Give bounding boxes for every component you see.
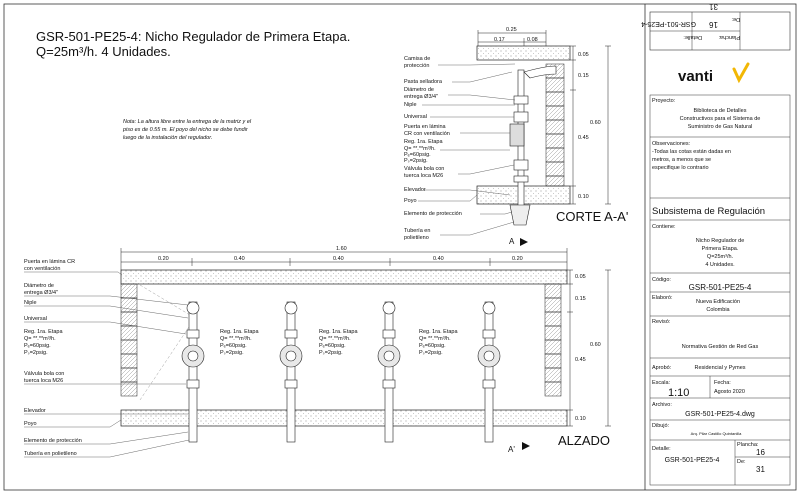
reviso-value: Normativa Gestión de Red Gas xyxy=(681,344,759,350)
dim-segment: 0.20 xyxy=(158,256,169,262)
note xyxy=(122,119,252,141)
fecha-value: Agosto 2020 xyxy=(714,389,745,395)
label-reg: Reg. 1ra. Etapa xyxy=(404,139,443,145)
elevation-wall-left xyxy=(121,284,137,396)
reg-label: Reg. 1ra. Etapa xyxy=(319,329,358,335)
archivo-label: Archivo: xyxy=(652,402,672,408)
label-elemento: Elemento de protección xyxy=(404,211,462,217)
regulator-label xyxy=(220,329,259,356)
dim-right-a: 0.05 xyxy=(578,52,589,58)
detalle-label: Detalle: xyxy=(652,446,671,452)
elevation-poyo xyxy=(121,410,567,426)
dim-segment: 0.40 xyxy=(234,256,245,262)
reg-label: Pₑ=60psig. xyxy=(220,343,247,349)
drawing-title xyxy=(36,29,350,59)
dim-right-a: 0.05 xyxy=(575,274,586,280)
label-tuberia: Tubería en polietileno xyxy=(24,451,77,457)
label-puerta: Puerta en lámina xyxy=(404,124,446,130)
observaciones-line: especifique lo contrario xyxy=(652,165,709,171)
reg-label: Pₛ=2psig. xyxy=(220,350,244,356)
section-wall xyxy=(546,64,564,186)
contiene-line: 4 Unidades. xyxy=(705,262,735,268)
label-reg: Pₛ=2psig. xyxy=(24,350,48,356)
escala-label: Escala: xyxy=(652,380,671,386)
aprobo-label: Aprobó: xyxy=(652,365,672,371)
de-label: De: xyxy=(737,459,746,465)
label-elemento: Elemento de protección xyxy=(24,438,82,444)
detalle-value: GSR-501-PE25-4 xyxy=(664,457,720,464)
label-universal: Universal xyxy=(24,316,47,322)
reg-label: Reg. 1ra. Etapa xyxy=(419,329,458,335)
label-elevador: Elevador xyxy=(24,408,46,414)
proyecto-line: Biblioteca de Detalles xyxy=(693,108,747,114)
elaboro-label: Elaboró: xyxy=(652,295,673,301)
label-reg: Pₛ=2psig. xyxy=(404,158,428,164)
section-view xyxy=(404,27,628,246)
title-line-2: Q=25m³/h. 4 Unidades. xyxy=(36,44,171,59)
reviso-label: Revisó: xyxy=(652,319,671,325)
archivo-value: GSR-501-PE25-4.dwg xyxy=(685,411,755,418)
label-valvula: tuerca loca M26 xyxy=(24,378,64,384)
label-camisa: protección xyxy=(404,63,430,69)
header-plancha-label: Plancha: xyxy=(718,34,740,40)
dim-right-b: 0.15 xyxy=(575,296,586,302)
proyecto-line: Suministro de Gas Natural xyxy=(687,124,753,130)
header-de-value: 31 xyxy=(709,2,718,11)
logo-check-icon xyxy=(734,64,748,80)
contiene-line: Nicho Regulador de xyxy=(695,238,745,244)
dim-total: 1.60 xyxy=(336,246,347,252)
contiene-line: Primera Etapa. xyxy=(701,246,739,252)
dibujo-label: Dibujó: xyxy=(652,423,670,429)
reg-label: Pₛ=2psig. xyxy=(319,350,343,356)
observaciones-line: -Todas las cotas están dadas en xyxy=(652,149,731,155)
section-title: CORTE A-A' xyxy=(556,209,629,224)
label-puerta: Puerta en lámina CR xyxy=(24,259,76,265)
label-poyo: Poyo xyxy=(24,421,37,427)
reg-label: Q= **.**m³/h. xyxy=(419,336,451,342)
plancha-label: Plancha: xyxy=(737,442,759,448)
dim-top-a: 0.17 xyxy=(494,37,505,43)
label-reg: Q= **.**m³/h. xyxy=(24,336,56,342)
label-puerta: CR con ventilación xyxy=(404,131,450,137)
label-tuberia: polietileno xyxy=(404,235,429,241)
dim-right-total: 0.60 xyxy=(590,342,601,348)
label-reg: Pₑ=60psig. xyxy=(24,343,51,349)
elevation-view xyxy=(24,246,611,457)
dim-segment: 0.40 xyxy=(333,256,344,262)
header-de-label: De: xyxy=(731,16,740,22)
dim-right-c: 0.45 xyxy=(575,357,586,363)
elevation-marker-arrow xyxy=(522,442,530,450)
subsistema-title: Subsistema de Regulación xyxy=(652,206,766,217)
elevation-labels xyxy=(24,259,82,457)
regulator-label xyxy=(419,329,458,356)
elevation-marker: A' xyxy=(508,445,515,454)
dim-right-d: 0.10 xyxy=(575,416,586,422)
header-plancha-value: 16 xyxy=(709,20,718,29)
label-universal: Universal xyxy=(404,114,427,120)
aprobo-value: Residencial y Pymes xyxy=(694,365,746,371)
label-niple: Niple xyxy=(404,102,417,108)
label-puerta: con ventilación xyxy=(24,266,61,272)
proyecto-line: Constructivos para el Sistema de xyxy=(679,116,761,122)
codigo-label: Código: xyxy=(652,277,671,283)
contiene-label: Contiene: xyxy=(652,224,676,230)
dim-right-b: 0.15 xyxy=(578,73,589,79)
contiene-line: Q=25m³/h. xyxy=(706,254,734,260)
de-value: 31 xyxy=(756,465,765,474)
label-valvula: Válvula bola con xyxy=(24,371,65,377)
label-reg: Reg. 1ra. Etapa xyxy=(24,329,63,335)
observaciones-label: Observaciones: xyxy=(652,141,691,147)
label-diametro: entrega Ø3/4" xyxy=(404,94,439,100)
dim-right-c: 0.45 xyxy=(578,135,589,141)
label-pasta: Pasta selladora xyxy=(404,79,442,85)
regulator-label xyxy=(319,329,358,356)
dibujo-value: Arq. Pilar Castillo Quintanilla xyxy=(690,431,742,436)
reg-label: Pₑ=60psig. xyxy=(419,343,446,349)
section-marker-arrow xyxy=(520,238,528,246)
label-elevador: Elevador xyxy=(404,187,426,193)
label-diametro: Diámetro de xyxy=(24,283,54,289)
label-reg: Pₑ=60psig. xyxy=(404,152,431,158)
label-tuberia: Tubería en xyxy=(404,228,431,234)
section-labels xyxy=(404,56,462,241)
title-line-1: GSR-501-PE25-4: Nicho Regulador de Primera Etapa. xyxy=(36,29,351,44)
header-detalle-label: Detalle: xyxy=(683,34,702,40)
note-line: Nota: La altura libre entre la entrega de la matriz y el xyxy=(123,119,252,125)
reg-label: Reg. 1ra. Etapa xyxy=(220,329,259,335)
reg-label: Q= **.**m³/h. xyxy=(319,336,351,342)
reg-label: Pₛ=2psig. xyxy=(419,350,443,356)
section-top-slab xyxy=(477,46,570,60)
escala-value: 1:10 xyxy=(668,387,690,399)
dim-top-total: 0.25 xyxy=(506,27,517,33)
label-camisa: Camisa de xyxy=(404,56,431,62)
vanti-logo xyxy=(678,64,748,85)
reg-label: Q= **.**m³/h. xyxy=(220,336,252,342)
label-diametro: Diámetro de xyxy=(404,87,434,93)
dim-segment: 0.20 xyxy=(512,256,523,262)
label-niple: Niple xyxy=(24,300,37,306)
reg-label: Pₑ=60psig. xyxy=(319,343,346,349)
proyecto-label: Proyecto: xyxy=(652,98,676,104)
fecha-label: Fecha: xyxy=(714,380,731,386)
elevation-top-slab xyxy=(121,270,567,284)
label-poyo: Poyo xyxy=(404,198,417,204)
label-diametro: entrega Ø3/4" xyxy=(24,290,59,296)
observaciones-line: metros, a menos que se xyxy=(652,157,712,163)
section-marker: A xyxy=(509,237,515,246)
logo-text: vanti xyxy=(678,68,714,85)
elaboro-line: Nueva Edificación xyxy=(695,299,741,305)
dim-right-total: 0.60 xyxy=(590,120,601,126)
plancha-value: 16 xyxy=(756,448,765,457)
title-block xyxy=(641,2,790,485)
label-valvula: tuerca loca M26 xyxy=(404,173,444,179)
codigo-value: GSR-501-PE25-4 xyxy=(688,283,752,292)
dim-segment: 0.40 xyxy=(433,256,444,262)
label-reg: Q= **.**m³/h. xyxy=(404,146,436,152)
dim-right-d: 0.10 xyxy=(578,194,589,200)
elaboro-line: Colombia xyxy=(706,307,730,313)
label-valvula: Válvula bola con xyxy=(404,166,445,172)
header-detalle-value: GSR-501-PE25-4 xyxy=(641,20,696,27)
elevation-wall-right xyxy=(545,284,561,396)
note-line: luego de la instalación del regulador. xyxy=(123,135,213,141)
dim-top-b: 0.08 xyxy=(527,37,538,43)
elevation-title: ALZADO xyxy=(558,433,611,448)
note-line: piso es de 0.55 m. El poyo del nicho se debe fundir xyxy=(123,127,248,133)
